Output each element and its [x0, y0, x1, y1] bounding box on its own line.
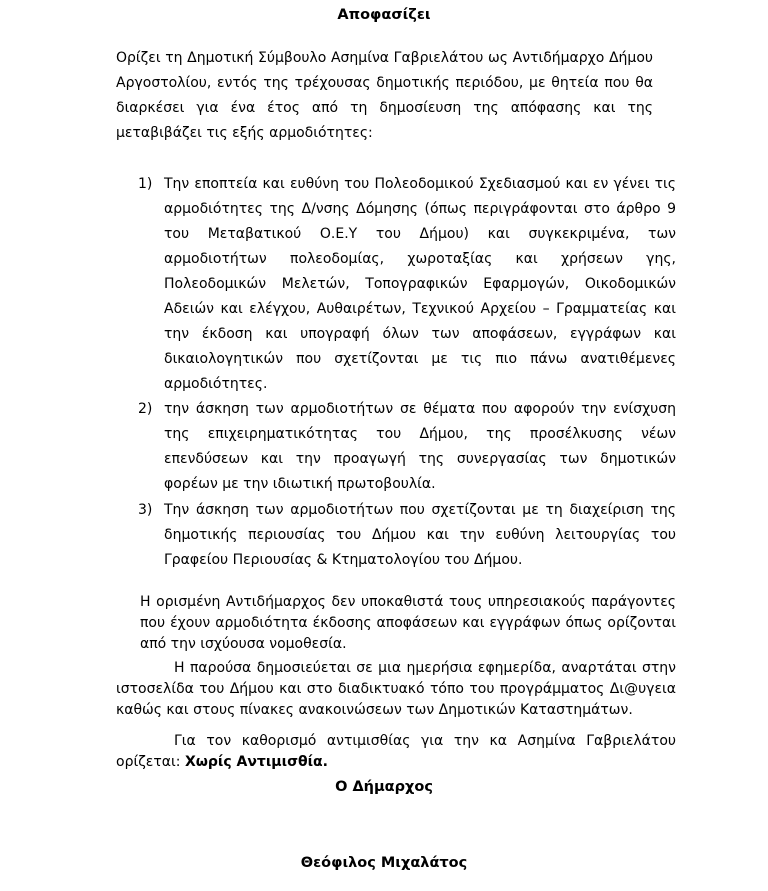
- list-item-number: 1): [138, 176, 153, 192]
- compensation-text: Για τον καθορισμό αντιμισθίας για την κα Ασημίνα Γαβριελάτου ορίζεται:: [116, 733, 676, 770]
- compensation-paragraph: [116, 731, 676, 773]
- list-item-text: Την άσκηση των αρμοδιοτήτων που σχετίζονται με τη διαχείριση της δημοτικής περιουσίας του Δήμου και την ευθύνη λειτουργίας του Γραφείου Περιουσίας & Κτηματολογίου του Δήμου.: [164, 502, 676, 568]
- intro-paragraph: Ορίζει τη Δημοτική Σύμβουλο Ασημίνα Γαβριελάτου ως Αντιδήμαρχο Δήμου Αργοστολίου, εντός της τρέχουσας δημοτικής περιόδου, με θητεία που θα διαρκέσει για ένα έτος από τη δημοσίευση της απόφασης και της μεταβιβάζει τις εξής αρμοδιότητες:: [116, 50, 653, 141]
- list-item-text: την άσκηση των αρμοδιοτήτων σε θέματα που αφορούν την ενίσχυση της επιχειρηματικότητας του Δήμου, της προσέλκυσης νέων επενδύσεων και την προαγωγή της συνεργασίας των δημοτικών φορέων με την ιδιωτική πρωτοβουλία.: [164, 401, 676, 492]
- no-replace-paragraph: Η ορισμένη Αντιδήμαρχος δεν υποκαθιστά τους υπηρεσιακούς παράγοντες που έχουν αρμοδιότητα έκδοσης αποφάσεων και εγγράφων όπως ορίζονται από την ισχύουσα νομοθεσία.: [140, 594, 676, 652]
- list-item-number: 2): [138, 401, 153, 417]
- publication-paragraph: Η παρούσα δημοσιεύεται σε μια ημερήσια εφημερίδα, αναρτάται στην ιστοσελίδα του Δήμου και στο διαδικτυακό τόπο του προγράμματος Δι@υγεια καθώς και στους πίνακες ανακοινώσεων των Δημοτικών Καταστημάτων.: [116, 660, 676, 718]
- signature-name: Θεόφιλος Μιχαλάτος: [300, 855, 468, 871]
- list-item-text: Την εποπτεία και ευθύνη του Πολεοδομικού Σχεδιασμού και εν γένει τις αρμοδιότητες της Δ/νσης Δόμησης (όπως περιγράφονται στο άρθρο 9 του Μεταβατικού Ο.Ε.Υ του Δήμου) και συγκεκριμένα, των αρμοδιοτήτων πολεοδομίας, χωροταξίας και χρήσεων γης, Πολεοδομικών Μελετών, Τοπογραφικών Εφαρμογών, Οικοδομικών Αδειών και ελέγχου, Αυθαιρέτων, Τεχνικού Αρχείου – Γραμματείας και την έκδοση και υπογραφή όλων των αποφάσεων, εγγράφων και δικαιολογητικών που σχετίζονται με τις πιο πάνω ανατιθέμενες αρμοδιότητες.: [164, 176, 676, 392]
- list-item-number: 3): [138, 502, 153, 518]
- decision-heading: Αποφασίζει: [337, 7, 431, 23]
- signature-title: Ο Δήμαρχος: [335, 779, 433, 795]
- compensation-value: Χωρίς Αντιμισθία.: [184, 754, 328, 770]
